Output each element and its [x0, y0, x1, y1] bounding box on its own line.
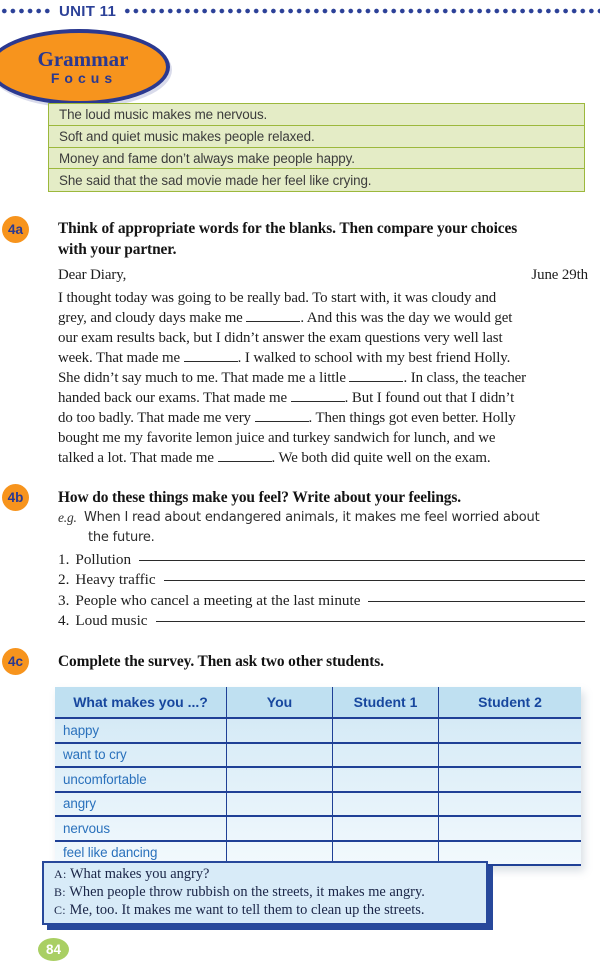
diary-line: bought me my favorite lemon juice and turkey sandwich for lunch, and we: [58, 430, 496, 446]
speaker-label: C:: [54, 902, 66, 917]
survey-empty-cell: [333, 744, 439, 767]
diary-entry: [58, 265, 588, 468]
write-line: [156, 621, 585, 622]
write-line: [139, 560, 585, 561]
table-row: [55, 766, 581, 791]
grammar-sentence: She said that the sad movie made her feel like crying.: [48, 168, 585, 192]
survey-header-row: [55, 687, 581, 717]
item-label: Pollution: [75, 551, 132, 568]
item-number: 2.: [58, 571, 70, 589]
survey-empty-cell: [333, 719, 439, 742]
survey-body: [55, 717, 581, 866]
survey-empty-cell: [227, 768, 333, 791]
feelings-list: [58, 551, 585, 632]
diary-date: June 29th: [531, 267, 588, 283]
diary-line: grey, and cloudy days make me . And this was the day we would get: [58, 310, 513, 326]
list-item: [58, 592, 585, 612]
diary-line: She didn’t say much to me. That made me a little . In class, the teacher: [58, 370, 527, 386]
item-number: 1.: [58, 551, 70, 568]
survey-table: [55, 687, 581, 866]
survey-header-cell: You: [227, 687, 333, 717]
table-row: [55, 815, 581, 840]
list-item: [58, 612, 585, 632]
diary-line: handed back our exams. That made me . But I found out that I didn’t: [58, 390, 515, 406]
grammar-focus-badge: [0, 29, 170, 105]
section-4b-heading: How do these things make you feel? Write about your feelings.: [58, 489, 462, 506]
section-4b-marker: 4b: [2, 484, 29, 511]
section-4a-heading-line2: with your partner.: [58, 241, 177, 258]
fill-blank: [184, 350, 238, 362]
survey-empty-cell: [439, 793, 581, 816]
section-4a-heading: [58, 218, 588, 260]
item-label: Heavy traffic: [75, 571, 156, 589]
survey-row-label: uncomfortable: [55, 768, 227, 791]
survey-empty-cell: [439, 744, 581, 767]
example-sentence: [58, 508, 588, 548]
survey-empty-cell: [439, 719, 581, 742]
dialogue-line: B: When people throw rubbish on the streets, it makes me angry.: [54, 883, 425, 900]
dotted-line-left: [0, 8, 52, 14]
survey-header-cell: Student 1: [333, 687, 439, 717]
survey-row-label: nervous: [55, 817, 227, 840]
table-row: [55, 791, 581, 816]
section-4a-heading-line1: Think of appropriate words for the blanks. Then compare your choices: [58, 220, 518, 237]
table-row: [55, 742, 581, 767]
survey-row-label: angry: [55, 793, 227, 816]
survey-empty-cell: [227, 719, 333, 742]
diary-line: our exam results back, but I didn’t answer the exam questions very well last: [58, 330, 503, 346]
survey-header-cell: Student 2: [478, 694, 542, 710]
write-line: [368, 601, 585, 602]
speaker-label: A:: [54, 867, 67, 881]
grammar-sentence: The loud music makes me nervous.: [48, 103, 585, 127]
dialogue-box: [42, 861, 488, 925]
grammar-sentence: Money and fame don’t always make people happy.: [48, 147, 585, 171]
example-line1-row: [58, 508, 588, 528]
diary-line: I thought today was going to be really bad. To start with, it was cloudy and: [58, 290, 497, 306]
example-line2: the future.: [88, 530, 155, 545]
diary-line: do too badly. That made me very . Then things got even better. Holly: [58, 410, 516, 426]
survey-empty-cell: [227, 744, 333, 767]
survey-header-cell: What makes you ...?: [55, 687, 227, 717]
dotted-line-right: [123, 8, 600, 14]
survey-empty-cell: [439, 817, 581, 840]
diary-salutation: Dear Diary,: [58, 267, 127, 283]
unit-title: UNIT 11: [59, 2, 117, 20]
fill-blank: [349, 370, 403, 382]
survey-row-label: want to cry: [55, 744, 227, 767]
item-label: People who cancel a meeting at the last minute: [75, 591, 361, 609]
item-number: 4.: [58, 611, 70, 629]
survey-row-label: happy: [55, 719, 227, 742]
grammar-focus-title: Grammar: [37, 46, 129, 71]
example-line1: When I read about endangered animals, it makes me feel worried about: [84, 510, 540, 525]
list-item: [58, 571, 585, 591]
eg-label: e.g.: [58, 510, 77, 525]
fill-blank: [291, 390, 345, 402]
section-4a-marker: 4a: [2, 216, 29, 243]
survey-empty-cell: [439, 768, 581, 791]
grammar-focus-subtitle: Focus: [50, 69, 118, 86]
fill-blank: [218, 450, 272, 462]
item-label: Loud music: [75, 611, 148, 629]
table-row: [55, 717, 581, 742]
survey-empty-cell: [333, 817, 439, 840]
speaker-label: B:: [54, 884, 66, 899]
diary-line: talked a lot. That made me . We both did quite well on the exam.: [58, 450, 491, 466]
unit-header: [0, 3, 600, 19]
survey-row-label: feel like dancing: [55, 842, 227, 865]
page-number-badge: 84: [38, 938, 69, 961]
item-number: 3.: [58, 591, 70, 609]
grammar-box: [48, 103, 585, 192]
section-4c-marker: 4c: [2, 648, 29, 675]
diary-header: [58, 265, 588, 285]
dialogue-line: A: What makes you angry?: [54, 866, 210, 882]
survey-empty-cell: [333, 768, 439, 791]
dialogue-line: C: Me, too. It makes me want to tell them to clean up the streets.: [54, 901, 425, 918]
write-line: [164, 580, 585, 581]
list-item: [58, 551, 585, 571]
survey-empty-cell: [227, 817, 333, 840]
diary-lines: [58, 288, 588, 468]
fill-blank: [246, 310, 300, 322]
section-4c-heading: Complete the survey. Then ask two other students.: [58, 653, 384, 670]
grammar-sentence: Soft and quiet music makes people relaxed.: [48, 125, 585, 149]
survey-empty-cell: [333, 793, 439, 816]
survey-empty-cell: [227, 793, 333, 816]
fill-blank: [255, 410, 309, 422]
diary-line: week. That made me . I walked to school with my best friend Holly.: [58, 350, 511, 366]
